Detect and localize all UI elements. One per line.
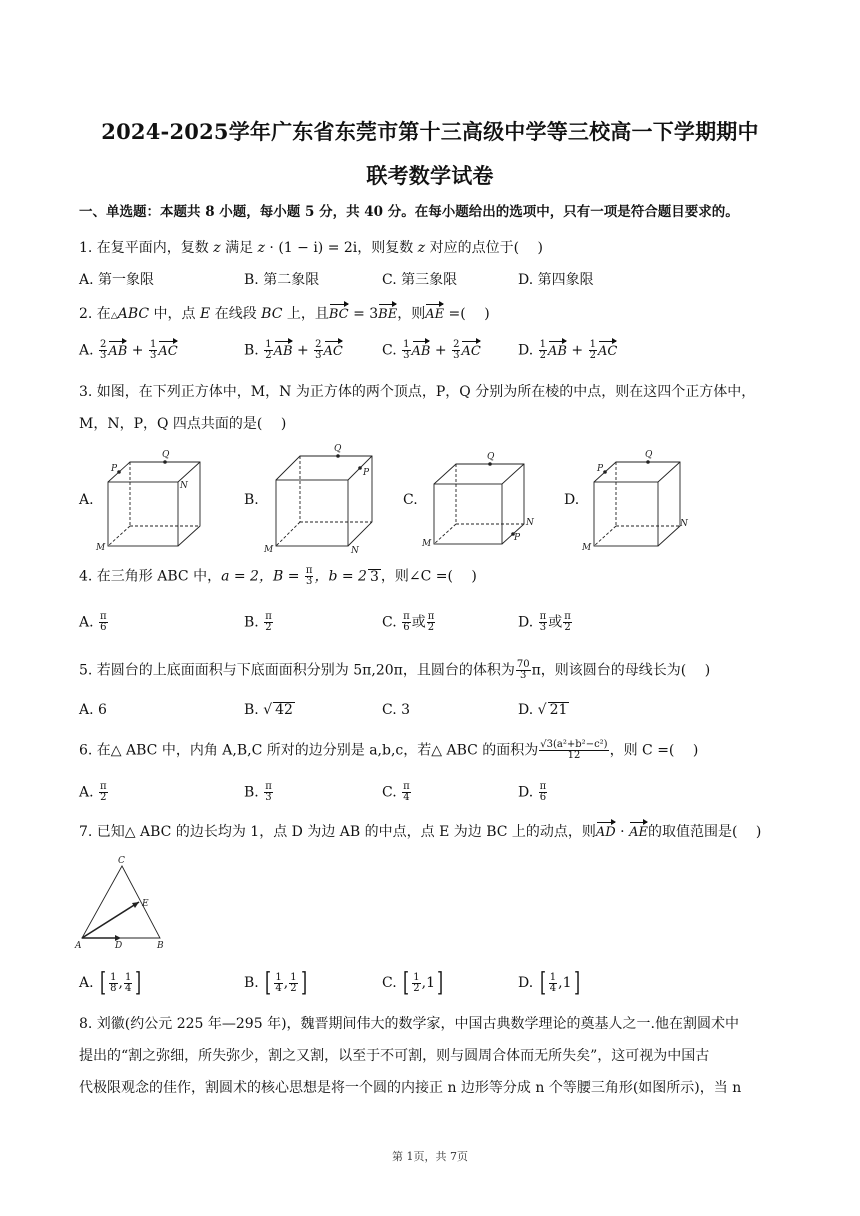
vector: AB xyxy=(274,342,293,362)
q1-var-z: z xyxy=(257,240,265,256)
question-4-stem xyxy=(79,566,477,587)
q1-option-a: A. 第一象限 xyxy=(79,272,155,288)
q1-option-c: C. 第三象限 xyxy=(382,272,458,288)
q2-text: ，则 xyxy=(397,306,426,322)
option-label: A. xyxy=(79,342,99,359)
q1-text-a: 1. 在复平面内，复数 xyxy=(79,240,214,256)
vector: AC xyxy=(461,342,480,362)
svg-text:Q: Q xyxy=(334,444,342,454)
q5-option-b: B. √ 42 xyxy=(244,702,293,718)
svg-text:P: P xyxy=(514,533,521,543)
q2-text: 中，点 xyxy=(149,306,201,322)
svg-text:A: A xyxy=(75,941,82,951)
fraction: $\frac{1}{2}$ xyxy=(589,339,596,361)
svg-text:B: B xyxy=(157,941,164,951)
svg-text:Q: Q xyxy=(487,452,495,462)
plus: + xyxy=(127,342,148,359)
svg-text:N: N xyxy=(526,518,534,528)
q2-var: E xyxy=(200,306,211,322)
question-5-stem xyxy=(79,660,710,681)
question-8-line-1: 8. 刘徽(约公元 225 年—295 年)，魏晋期间伟大的数学家，中国古典数学理论的奠基人之一.他在割圆术中 xyxy=(79,1016,739,1032)
q3-option-b-label: B. xyxy=(244,492,259,508)
q6-text: ，则 C =( ) xyxy=(609,742,699,759)
svg-text:P: P xyxy=(111,464,118,474)
triangle-symbol: △ xyxy=(110,311,118,321)
q4-given: ，b = 2 xyxy=(314,568,367,585)
q5-text: 5. 若圆台的上底面面积与下底面面积分别为 5π,20π，且圆台的体积为 xyxy=(79,662,515,679)
fraction: $\frac{2}{3}$ xyxy=(315,339,322,361)
q1-option-d: D. 第四象限 xyxy=(518,272,594,288)
fraction: $\frac{2}{3}$ xyxy=(453,339,460,361)
section-heading: 一、单选题：本题共 8 小题，每小题 5 分，共 40 分。在每小题给出的选项中，只有一项是符合题目要求的。 xyxy=(79,204,739,220)
svg-text:M: M xyxy=(96,543,106,553)
vector: AD xyxy=(596,823,616,843)
vector: AB xyxy=(412,342,431,362)
vector: BE xyxy=(378,305,397,325)
q2-text: 上，且 xyxy=(282,306,329,322)
option-label: B. xyxy=(244,342,264,359)
q1-expression: (1 − i) = 2i xyxy=(278,240,358,256)
svg-text:M: M xyxy=(422,539,432,549)
fraction: $\frac{\pi}{3}$ xyxy=(305,565,313,587)
q6-text: 6. 在△ ABC 中，内角 A,B,C 所对的边分别是 a,b,c，若△ ABC 的面积为 xyxy=(79,742,539,759)
q7-text: 7. 已知△ ABC 的边长均为 1，点 D 为边 AB 的中点，点 E 为边 BC 上的动点，则 xyxy=(79,824,596,840)
svg-text:D: D xyxy=(115,941,123,951)
q3-option-d-label: D. xyxy=(564,492,580,508)
vector: AB xyxy=(548,342,567,362)
q3-option-a-label: A. xyxy=(79,492,94,508)
fraction: $\frac{1}{3}$ xyxy=(149,339,157,361)
q2-text: 在线段 xyxy=(210,306,262,322)
vector: AC xyxy=(158,342,177,362)
q5-option-d: D. √ 21 xyxy=(518,702,568,718)
cube-figure-b xyxy=(262,440,392,555)
fraction: $\frac{\text{√3(a²+b²−c²)}}{12}$ xyxy=(540,739,608,761)
q1-dot: · xyxy=(264,240,279,256)
fraction: $\frac{1}{3}$ xyxy=(403,339,410,361)
fraction: $\frac{70}{3}$ xyxy=(516,659,530,681)
q2-var: ABC xyxy=(117,306,150,322)
q2-option-c xyxy=(382,340,481,362)
q2-text: = 3 xyxy=(348,306,379,322)
sqrt: 3 xyxy=(369,568,379,585)
svg-text:N: N xyxy=(680,519,688,529)
q6-option-a: A. $\frac{\pi}{2}$ xyxy=(79,781,107,803)
vector: BC xyxy=(329,305,349,325)
fraction: $\frac{2}{3}$ xyxy=(100,339,107,361)
q5-text: π，则该圆台的母线长为( ) xyxy=(531,662,711,679)
svg-text:E: E xyxy=(142,899,149,909)
q5-option-a: A. 6 xyxy=(79,702,107,718)
svg-text:Q: Q xyxy=(162,450,170,460)
q4-option-c: C. $\frac{\pi}{6}$ 或 $\frac{\pi}{2}$ xyxy=(382,611,435,633)
q4-text: ，则∠C =( ) xyxy=(380,568,477,585)
vector: AC xyxy=(324,342,343,362)
svg-text:P: P xyxy=(363,468,370,478)
q6-option-c: C. $\frac{\pi}{4}$ xyxy=(382,781,410,803)
q7-text: 的取值范围是( ) xyxy=(647,824,762,840)
q2-text: 2. 在 xyxy=(79,306,111,322)
q2-text: =( ) xyxy=(444,306,490,322)
dot: · xyxy=(615,824,630,840)
cube-figure-c xyxy=(420,446,545,551)
title-line-1: 2024-2025学年广东省东莞市第十三高级中学等三校高一下学期期中 xyxy=(101,119,759,144)
svg-text:P: P xyxy=(597,464,604,474)
q4-option-a: A. $\frac{\pi}{6}$ xyxy=(79,611,107,633)
q4-option-d: D. $\frac{\pi}{3}$ 或 $\frac{\pi}{2}$ xyxy=(518,611,571,633)
vector: AC xyxy=(598,342,617,362)
q5-option-c: C. 3 xyxy=(382,702,411,718)
q2-option-d xyxy=(518,340,617,362)
q1-var-z: z xyxy=(417,240,426,256)
fraction: $\frac{1}{2}$ xyxy=(265,339,272,361)
question-2-stem xyxy=(79,304,490,326)
cube-figure-d xyxy=(580,444,700,554)
q1-text-b: 满足 xyxy=(220,240,258,256)
q7-option-d: D. [ $\frac{1}{4}$ ,1] xyxy=(518,968,580,998)
svg-text:Q: Q xyxy=(645,450,653,460)
vector: AE xyxy=(629,823,648,843)
q4-text: 4. 在三角形 ABC 中， xyxy=(79,568,222,585)
plus: + xyxy=(292,342,314,359)
q4-option-b: B. $\frac{\pi}{2}$ xyxy=(244,611,272,633)
q7-option-a: A. [ $\frac{1}{8}$ , $\frac{1}{4}$ ] xyxy=(79,968,142,998)
question-1-stem xyxy=(79,238,543,258)
q1-text-d: 对应的点位于( ) xyxy=(425,240,543,256)
q2-option-b xyxy=(244,340,343,362)
question-3-stem-line-2: M，N，P，Q 四点共面的是( ) xyxy=(79,416,287,432)
vector: AE xyxy=(425,305,444,325)
cube-figure-a xyxy=(94,444,214,554)
q1-text-c: ，则复数 xyxy=(357,240,418,256)
option-label: D. xyxy=(518,342,538,359)
svg-text:N: N xyxy=(351,546,359,555)
question-7-stem xyxy=(79,822,761,843)
option-label: C. xyxy=(382,342,402,359)
plus: + xyxy=(566,342,588,359)
title-line-2: 联考数学试卷 xyxy=(366,163,494,188)
q6-option-d: D. $\frac{\pi}{6}$ xyxy=(518,781,547,803)
svg-text:N: N xyxy=(180,481,188,491)
svg-text:M: M xyxy=(264,545,274,555)
q1-option-b: B. 第二象限 xyxy=(244,272,320,288)
fraction: $\frac{1}{2}$ xyxy=(539,339,547,361)
q4-given: a = 2，B = xyxy=(221,568,304,585)
q2-var: BC xyxy=(261,306,283,322)
triangle-figure xyxy=(74,850,174,952)
question-8-line-2: 提出的“割之弥细，所失弥少，割之又割，以至于不可割，则与圆周合体而无所失矣”，这可视为中国古 xyxy=(79,1048,710,1064)
q6-option-b: B. $\frac{\pi}{3}$ xyxy=(244,781,272,803)
q7-option-c: C. [ $\frac{1}{2}$ ,1] xyxy=(382,968,444,998)
question-8-line-3: 代极限观念的佳作，割圆术的核心思想是将一个圆的内接正 n 边形等分成 n 个等腰三角形(如图所示)，当 n xyxy=(79,1080,742,1096)
q3-option-c-label: C. xyxy=(403,492,418,508)
q2-option-a xyxy=(79,340,178,362)
q7-option-b: B. [ $\frac{1}{4}$ , $\frac{1}{2}$ ] xyxy=(244,968,307,998)
q1-var-z: z xyxy=(213,240,221,256)
page-footer: 第 1页，共 7页 xyxy=(392,1150,468,1163)
svg-text:M: M xyxy=(582,543,592,553)
plus: + xyxy=(430,342,452,359)
question-6-stem xyxy=(79,740,698,761)
vector: AB xyxy=(108,342,127,362)
question-3-stem-line-1: 3. 如图，在下列正方体中，M，N 为正方体的两个顶点，P，Q 分别为所在棱的中点，则在这四个正方体中， xyxy=(79,384,756,400)
svg-text:C: C xyxy=(118,856,125,866)
